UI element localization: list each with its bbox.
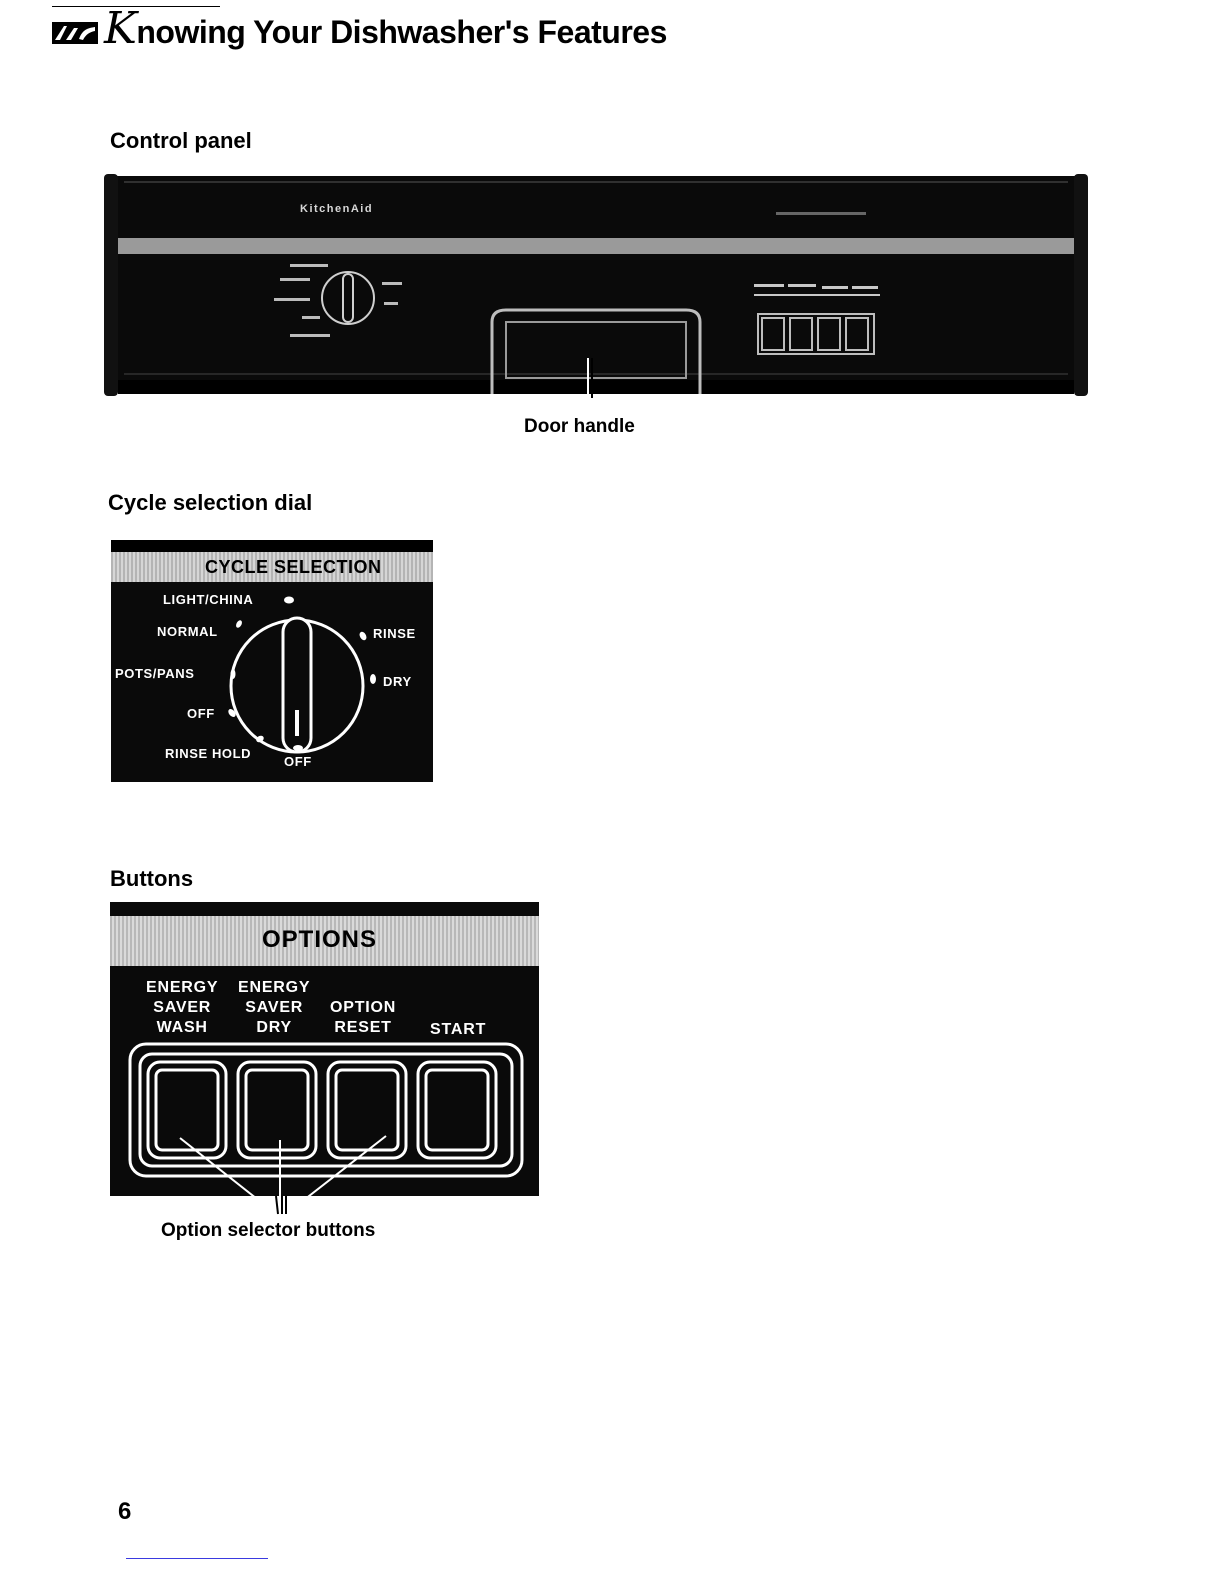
options-panel bbox=[110, 902, 539, 1196]
control-panel-drawing bbox=[104, 172, 1088, 398]
dial-position-off-left: OFF bbox=[187, 706, 215, 721]
dial-position-off-bottom: OFF bbox=[284, 754, 312, 769]
cycle-dial-heading: Cycle selection dial bbox=[108, 490, 313, 515]
cycle-selection-panel bbox=[111, 540, 433, 782]
options-title: OPTIONS bbox=[262, 926, 378, 953]
option-buttons-graphic bbox=[110, 902, 539, 1196]
dial-position-light-china: LIGHT/CHINA bbox=[163, 592, 254, 607]
energy-saver-wash-label: ENERGY SAVER WASH bbox=[146, 979, 219, 1036]
cycle-dial-graphic bbox=[111, 540, 433, 782]
option-selector-caption: Option selector buttons bbox=[161, 1220, 376, 1241]
brand-logo: KitchenAid bbox=[300, 203, 374, 215]
control-panel-illustration bbox=[104, 172, 1088, 398]
section-logo-icon bbox=[52, 22, 98, 44]
dial-position-normal: NORMAL bbox=[157, 624, 218, 639]
cycle-selection-title: CYCLE SELECTION bbox=[205, 557, 382, 577]
footer-rule bbox=[126, 1558, 268, 1559]
option-reset-label: OPTION RESET bbox=[330, 999, 397, 1036]
page-title-initial: K bbox=[104, 3, 137, 54]
dial-position-dry: DRY bbox=[383, 674, 412, 689]
door-handle-caption: Door handle bbox=[524, 416, 635, 437]
page-title-text: nowing Your Dishwasher's Features bbox=[136, 14, 667, 50]
dial-position-rinse-hold: RINSE HOLD bbox=[165, 746, 252, 761]
energy-saver-dry-label: ENERGY SAVER DRY bbox=[238, 979, 311, 1036]
page-number: 6 bbox=[118, 1498, 132, 1525]
start-label: START bbox=[430, 1021, 487, 1038]
page-title bbox=[104, 3, 667, 54]
buttons-heading: Buttons bbox=[110, 866, 194, 891]
control-panel-heading: Control panel bbox=[110, 128, 252, 153]
dial-position-pots-pans: POTS/PANS bbox=[115, 666, 195, 681]
dial-position-rinse: RINSE bbox=[373, 626, 416, 641]
